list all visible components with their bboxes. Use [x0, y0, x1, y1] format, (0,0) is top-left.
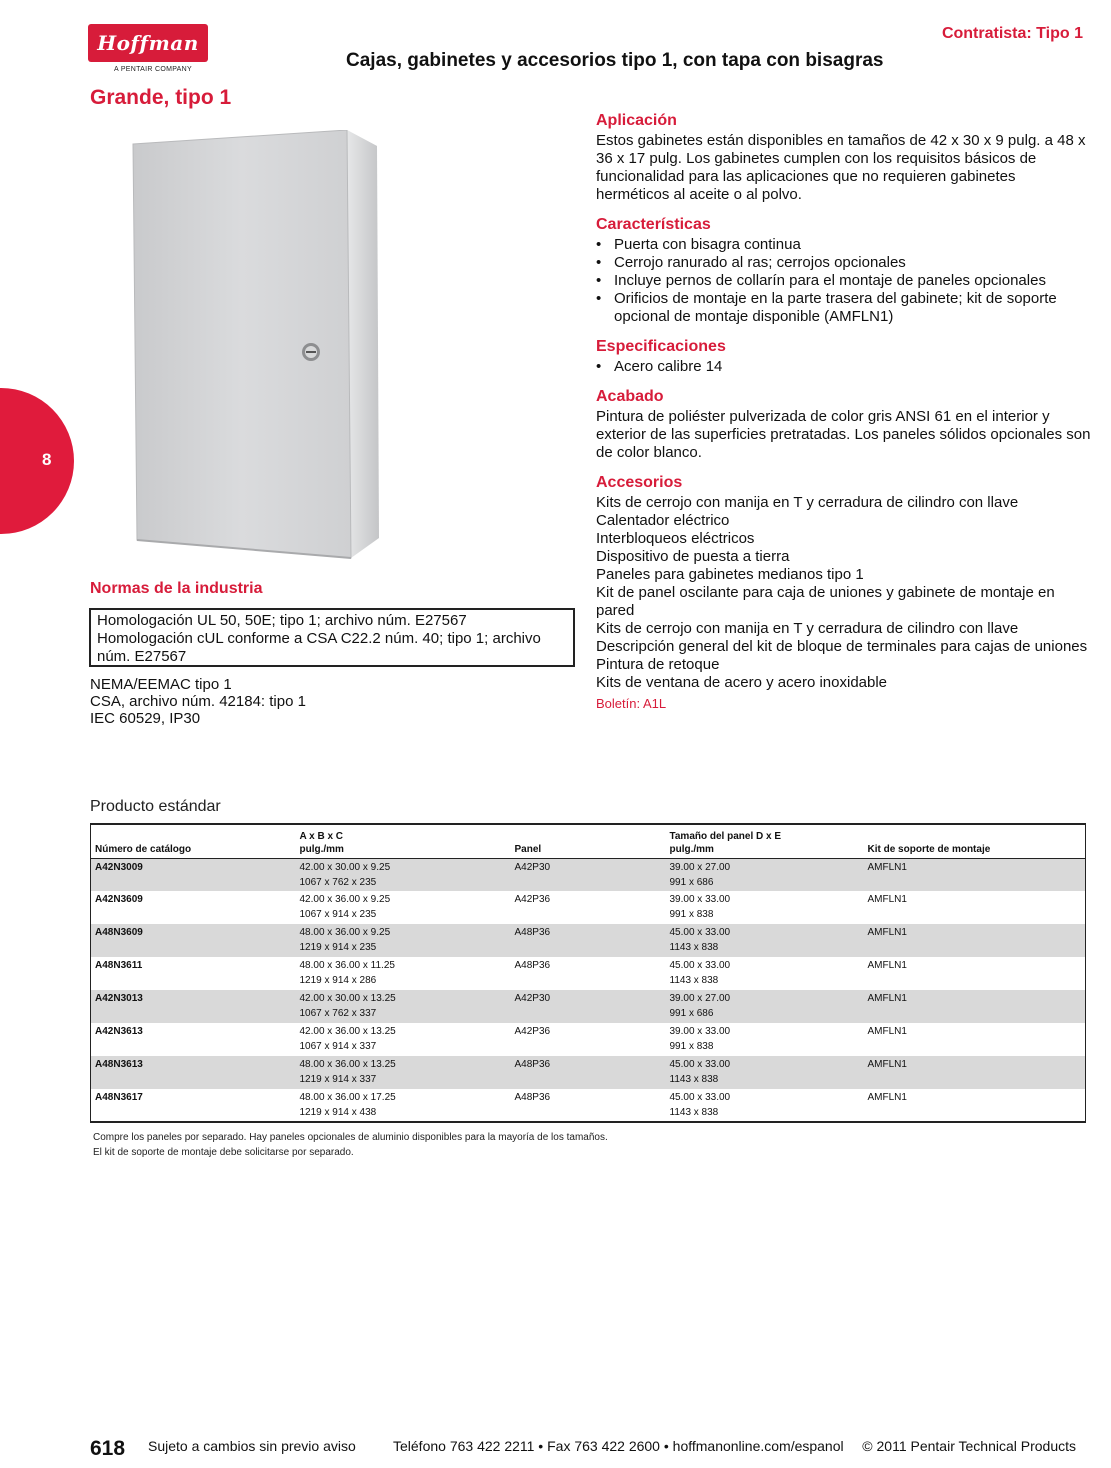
footer-contact: Teléfono 763 422 2211 • Fax 763 422 2600 • hoffmanonline.com/espanol — [393, 1438, 844, 1454]
table-row — [91, 891, 1086, 924]
list-item: • Orificios de montaje en la parte trasera del gabinete; kit de soporte opcional de montaje disponible (AMFLN1) — [596, 290, 1091, 326]
col-dimensions-top: A x B x C — [299, 830, 344, 842]
cell-panel: A42P30 — [511, 858, 666, 891]
section-subtitle: Grande, tipo 1 — [90, 86, 232, 109]
col-dimensions — [296, 824, 511, 858]
cell-mount-kit: AMFLN1 — [867, 960, 907, 971]
list-item: Dispositivo de puesta a tierra — [596, 548, 790, 565]
col-panel-size-top: Tamaño del panel D x E — [669, 830, 782, 842]
cell-catalog: A48N3613 — [91, 1056, 296, 1089]
category-label: Contratista: Tipo 1 — [941, 25, 1083, 42]
table-row — [91, 1056, 1086, 1089]
acabado-heading: Acabado — [596, 388, 664, 405]
cell-mount-kit: AMFLN1 — [867, 1092, 907, 1103]
standard-item: CSA, archivo núm. 42184: tipo 1 — [90, 693, 306, 710]
product-table-title: Producto estándar — [90, 798, 221, 815]
cell-dimensions — [296, 891, 511, 924]
list-item: Calentador eléctrico — [596, 512, 730, 529]
cell-panel-size-line: 991 x 686 — [669, 876, 714, 888]
footer-copyright: © 2011 Pentair Technical Products — [862, 1438, 1076, 1454]
table-row — [91, 957, 1086, 990]
table-notes — [93, 1130, 608, 1160]
enclosure-image — [115, 130, 420, 560]
cell-dimensions-line: 42.00 x 36.00 x 13.25 — [299, 1026, 396, 1037]
col-panel: Panel — [511, 824, 666, 858]
list-item: Kit de panel oscilante para caja de uniones y gabinete de montaje en pared — [596, 584, 1055, 619]
cell-catalog: A48N3609 — [91, 924, 296, 957]
cell-panel-size-line: 1143 x 838 — [669, 1107, 719, 1118]
list-item: Kits de ventana de acero y acero inoxidable — [596, 674, 888, 691]
cell-dimensions — [296, 990, 511, 1023]
cell-dimensions-line: 1067 x 762 x 337 — [299, 1008, 377, 1019]
col-mount-kit: Kit de soporte de montaje — [864, 824, 1086, 858]
cell-panel-size-line: 39.00 x 33.00 — [669, 1026, 731, 1037]
cell-dimensions — [296, 957, 511, 990]
certification-line: Homologación UL 50, 50E; tipo 1; archivo núm. E27567 — [97, 612, 467, 629]
cell-mount-kit: AMFLN1 — [864, 990, 1086, 1023]
cell-dimensions-line: 48.00 x 36.00 x 9.25 — [299, 927, 391, 938]
product-table-body — [91, 858, 1086, 1122]
cell-dimensions-line: 48.00 x 36.00 x 17.25 — [299, 1092, 396, 1103]
cell-panel-size — [666, 1089, 864, 1122]
logo-subtitle: A PENTAIR COMPANY — [114, 66, 192, 73]
cell-catalog: A42N3009 — [91, 858, 296, 891]
page-number: 618 — [90, 1437, 126, 1460]
cell-panel-size — [666, 1023, 864, 1056]
especificaciones-list — [596, 358, 1091, 376]
cell-catalog: A48N3611 — [95, 960, 143, 971]
cell-dimensions-line: 1067 x 762 x 235 — [299, 876, 377, 888]
cell-panel-size — [666, 1056, 864, 1089]
cell-dimensions — [296, 1056, 511, 1089]
cell-panel-size-line: 45.00 x 33.00 — [669, 1092, 731, 1103]
table-row — [91, 990, 1086, 1023]
aplicacion-section — [596, 112, 1091, 204]
cell-mount-kit: AMFLN1 — [864, 1056, 1086, 1089]
table-row — [91, 924, 1086, 957]
cell-dimensions-line: 48.00 x 36.00 x 11.25 — [299, 960, 395, 971]
accesorios-heading: Accesorios — [596, 474, 683, 491]
cell-dimensions — [296, 1023, 511, 1056]
caracteristicas-section — [596, 216, 1091, 326]
cell-mount-kit: AMFLN1 — [867, 894, 907, 905]
cell-dimensions-line: 48.00 x 36.00 x 13.25 — [299, 1059, 396, 1070]
aplicacion-heading: Aplicación — [596, 112, 677, 129]
cell-dimensions — [296, 924, 511, 957]
table-note: El kit de soporte de montaje debe solicitarse por separado. — [93, 1147, 354, 1158]
cell-panel-size-line: 991 x 838 — [669, 909, 714, 920]
product-table — [90, 823, 1086, 1123]
especificaciones-section — [596, 338, 1091, 376]
caracteristicas-list — [596, 236, 1091, 326]
cell-panel-size-line: 1143 x 838 — [669, 975, 719, 986]
list-item: • Acero calibre 14 — [596, 358, 1091, 376]
cell-dimensions-line: 42.00 x 30.00 x 13.25 — [299, 993, 396, 1004]
table-row — [91, 1089, 1086, 1122]
list-item: Descripción general del kit de bloque de terminales para cajas de uniones — [596, 638, 1088, 655]
cell-dimensions-line: 1219 x 914 x 235 — [299, 942, 377, 953]
cell-panel-size — [666, 924, 864, 957]
cell-dimensions-line: 1067 x 914 x 235 — [299, 909, 377, 920]
cell-panel-size — [666, 990, 864, 1023]
cell-panel: A48P36 — [511, 924, 666, 957]
acabado-text: Pintura de poliéster pulverizada de color gris ANSI 61 en el interior y exterior de las superficies pretratadas. Los paneles sólidos opcionales son de color blanco. — [596, 408, 1091, 461]
list-item: • Incluye pernos de collarín para el montaje de paneles opcionales — [596, 272, 1091, 290]
cell-panel-size — [666, 957, 864, 990]
list-item: Pintura de retoque — [596, 656, 720, 673]
normas-heading: Normas de la industria — [90, 580, 263, 597]
cell-panel-size-line: 39.00 x 27.00 — [669, 861, 731, 873]
page-title: Cajas, gabinetes y accesorios tipo 1, con tapa con bisagras — [346, 50, 884, 71]
standard-item: IEC 60529, IP30 — [90, 710, 201, 727]
list-item: • Puerta con bisagra continua — [596, 236, 1091, 254]
aplicacion-text: Estos gabinetes están disponibles en tamaños de 42 x 30 x 9 pulg. a 48 x 36 x 17 pulg. Los gabinetes cumplen con los requisitos básicos de funcionalidad para las aplicaciones que no requieren gabinetes herméticos al aceite o al polvo. — [596, 132, 1086, 203]
list-item: Kits de cerrojo con manija en T y cerradura de cilindro con llave — [596, 620, 1019, 637]
cell-mount-kit: AMFLN1 — [864, 858, 1086, 891]
cell-catalog: A42N3613 — [95, 1026, 143, 1037]
cell-panel-size-line: 45.00 x 33.00 — [669, 927, 731, 938]
col-catalog: Número de catálogo — [91, 824, 296, 858]
table-header-row — [91, 824, 1086, 858]
cell-panel-size — [666, 891, 864, 924]
cell-catalog: A42N3609 — [95, 894, 143, 905]
especificaciones-heading: Especificaciones — [596, 338, 726, 355]
table-row — [91, 858, 1086, 891]
col-dimensions-bottom: pulg./mm — [299, 843, 344, 855]
cell-mount-kit: AMFLN1 — [864, 924, 1086, 957]
certification-line: Homologación cUL conforme a CSA C22.2 núm. 40; tipo 1; archivo núm. E27567 — [97, 630, 541, 665]
cell-panel-size — [666, 858, 864, 891]
accesorios-section — [596, 474, 1091, 711]
cell-panel: A42P36 — [514, 894, 551, 905]
cell-dimensions-line: 1219 x 914 x 438 — [299, 1107, 377, 1118]
cell-dimensions-line: 1219 x 914 x 286 — [299, 975, 377, 986]
cell-panel-size-line: 39.00 x 33.00 — [669, 894, 731, 905]
standards-list — [90, 676, 306, 727]
page-footer — [90, 1434, 1080, 1464]
cell-panel-size-line: 1143 x 838 — [669, 1074, 719, 1085]
accesorios-list — [596, 494, 1091, 692]
acabado-section — [596, 388, 1091, 462]
cell-panel: A48P36 — [511, 1056, 666, 1089]
cell-panel: A42P30 — [511, 990, 666, 1023]
cell-panel-size-line: 991 x 686 — [669, 1008, 714, 1019]
cell-dimensions-line: 1067 x 914 x 337 — [299, 1041, 377, 1052]
cell-mount-kit: AMFLN1 — [867, 1026, 907, 1037]
right-column — [596, 112, 1091, 723]
col-panel-size — [666, 824, 864, 858]
logo-text: Hoffman — [97, 31, 199, 55]
cell-dimensions-line: 42.00 x 36.00 x 9.25 — [299, 894, 391, 905]
cell-dimensions-line: 1219 x 914 x 337 — [299, 1074, 377, 1085]
cell-panel: A48P36 — [514, 1092, 551, 1103]
list-item: Paneles para gabinetes medianos tipo 1 — [596, 566, 864, 583]
cell-panel-size-line: 45.00 x 33.00 — [669, 1059, 731, 1070]
table-note: Compre los paneles por separado. Hay paneles opcionales de aluminio disponibles para la mayoría de los tamaños. — [93, 1132, 608, 1143]
cell-panel-size-line: 45.00 x 33.00 — [669, 960, 731, 971]
standard-item: NEMA/EEMAC tipo 1 — [90, 676, 232, 693]
list-item: Interbloqueos eléctricos — [596, 530, 755, 547]
cell-panel-size-line: 991 x 838 — [669, 1041, 714, 1052]
cell-panel: A48P36 — [514, 960, 551, 971]
hoffman-logo — [88, 24, 208, 62]
list-item: Kits de cerrojo con manija en T y cerradura de cilindro con llave — [596, 494, 1019, 511]
list-item: • Cerrojo ranurado al ras; cerrojos opcionales — [596, 254, 1091, 272]
chapter-tab-number: 8 — [42, 450, 52, 469]
chapter-tab — [0, 388, 74, 534]
cell-dimensions — [296, 858, 511, 891]
table-row — [91, 1023, 1086, 1056]
cell-panel: A42P36 — [514, 1026, 551, 1037]
cell-dimensions — [296, 1089, 511, 1122]
cell-catalog: A48N3617 — [95, 1092, 143, 1103]
certification-box — [89, 608, 575, 667]
cell-catalog: A42N3013 — [91, 990, 296, 1023]
bulletin-link[interactable]: Boletín: A1L — [596, 696, 667, 711]
cell-panel-size-line: 39.00 x 27.00 — [669, 993, 731, 1004]
caracteristicas-heading: Características — [596, 216, 711, 233]
cell-dimensions-line: 42.00 x 30.00 x 9.25 — [299, 861, 391, 873]
cell-panel-size-line: 1143 x 838 — [669, 942, 719, 953]
footer-notice: Sujeto a cambios sin previo aviso — [148, 1438, 356, 1454]
col-panel-size-bottom: pulg./mm — [669, 843, 714, 855]
